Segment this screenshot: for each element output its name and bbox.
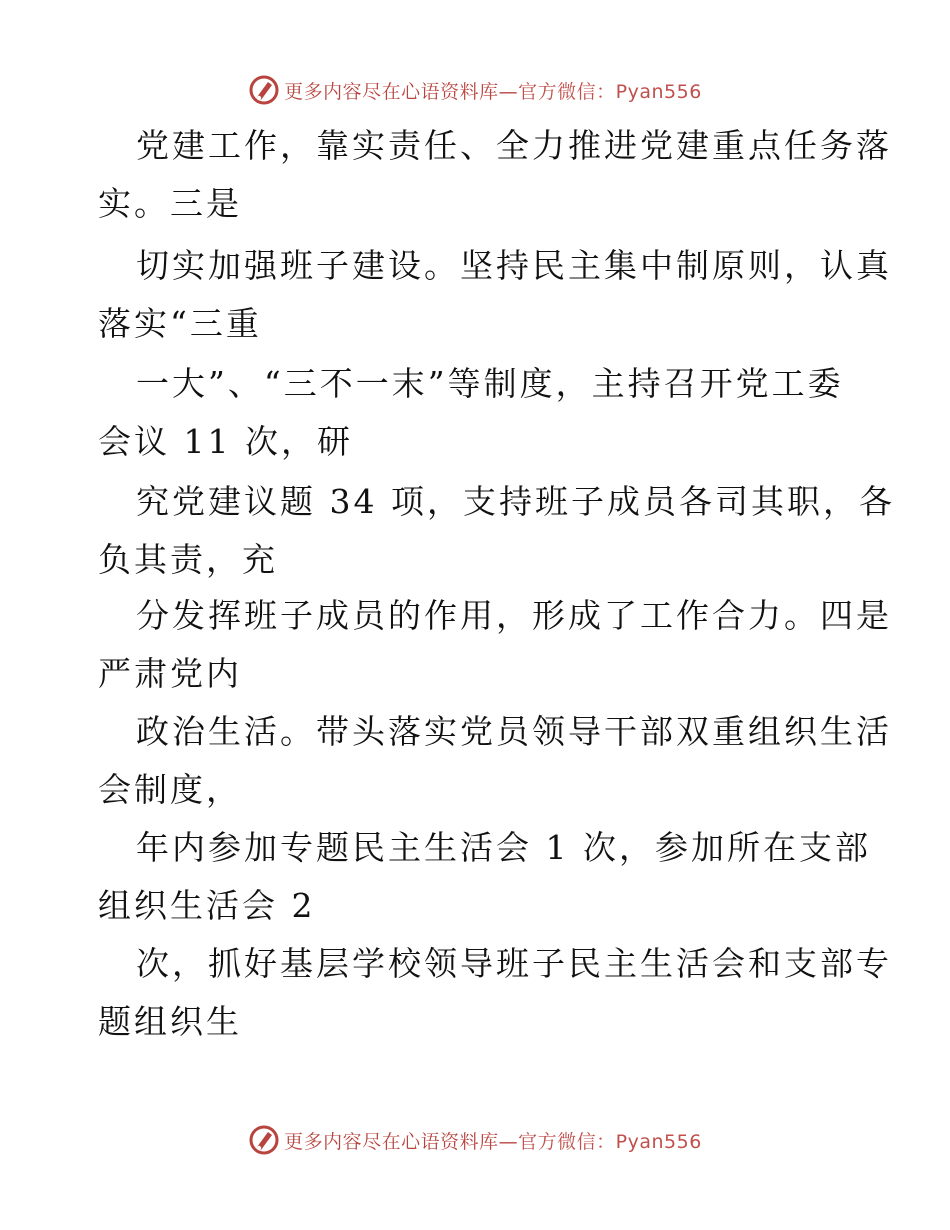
body-line: 题组织生 <box>98 1002 242 1041</box>
pen-nib-circle-icon <box>248 74 280 106</box>
body-line: 分发挥班子成员的作用，形成了工作合力。四是 <box>136 596 892 635</box>
body-line: 实。三是 <box>98 184 242 223</box>
body-line: 会制度， <box>98 770 242 809</box>
body-line: 切实加强班子建设。坚持民主集中制原则，认真 <box>136 246 892 285</box>
body-line: 会议 11 次，研 <box>98 422 353 461</box>
body-line: 严肃党内 <box>98 654 242 693</box>
watermark-text: 更多内容尽在心语资料库—官方微信：Pyan556 <box>284 1130 702 1153</box>
body-line: 究党建议题 34 项，支持班子成员各司其职，各 <box>136 482 895 521</box>
body-line: 次，抓好基层学校领导班子民主生活会和支部专 <box>136 944 892 983</box>
body-line: 负其责，充 <box>98 540 278 579</box>
body-line: 一大”、“三不一末”等制度，主持召开党工委 <box>136 364 844 403</box>
body-line: 年内参加专题民主生活会 1 次，参加所在支部 <box>136 828 871 867</box>
watermark-text: 更多内容尽在心语资料库—官方微信：Pyan556 <box>284 80 702 103</box>
body-line: 组织生活会 2 <box>98 886 316 925</box>
header-watermark <box>0 70 950 110</box>
body-line: 政治生活。带头落实党员领导干部双重组织生活 <box>136 712 892 751</box>
body-line: 落实“三重 <box>98 304 262 343</box>
footer-watermark <box>0 1120 950 1160</box>
body-line: 党建工作，靠实责任、全力推进党建重点任务落 <box>136 126 892 165</box>
pen-nib-circle-icon <box>248 1124 280 1156</box>
